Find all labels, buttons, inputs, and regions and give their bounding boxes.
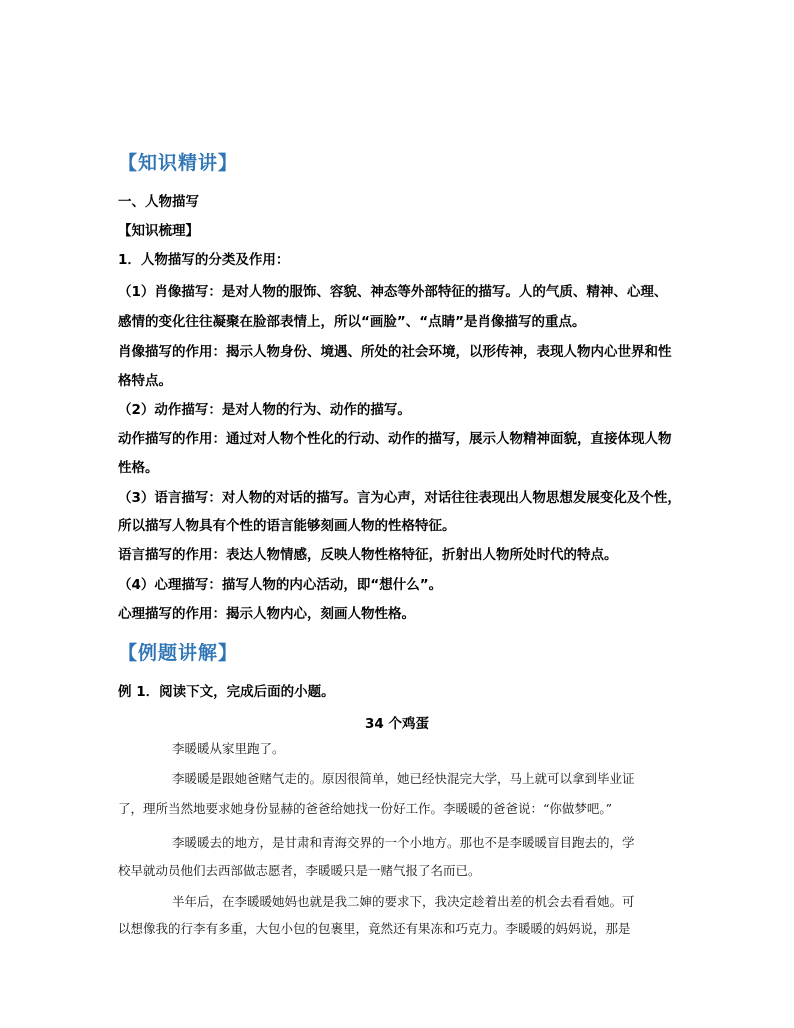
example-intro: 例 1．阅读下文，完成后面的小题。 [118,684,335,700]
section-heading-knowledge: 【知识精讲】 [118,152,239,174]
passage-line-7: 以想像我的行李有多重，大包小包的包裹里，竟然还有果冻和巧克力。李暖暖的妈妈说，那是 [118,921,631,936]
heading-character-description: 一、人物描写 [118,194,199,210]
text-line-7: 性格。 [118,460,159,476]
text-line-10: 语言描写的作用：表达人物情感，反映人物性格特征，折射出人物所处时代的特点。 [118,547,618,563]
text-line-8: （3）语言描写：对人物的对话的描写。言为心声，对话往往表现出人物思想发展变化及个性， [118,490,681,506]
passage-line-4: 李暖暖去的地方，是甘肃和青海交界的一个小地方。那也不是李暖暖盲目跑去的，学 [172,835,635,850]
text-line-4: 格特点。 [118,373,172,389]
passage-line-3: 了，理所当然地要求她身份显赫的爸爸给她找一份好工作。李暖暖的爸爸说：“你做梦吧。” [118,801,613,816]
text-line-2: 感情的变化往往凝聚在脸部表情上，所以“画脸”、“点睛”是肖像描写的重点。 [118,314,586,330]
text-line-12: 心理描写的作用：揭示人物内心，刻画人物性格。 [118,606,415,622]
passage-line-6: 半年后，在李暖暖她妈也就是我二婶的要求下，我决定趁着出差的机会去看看她。可 [172,894,635,909]
text-line-9: 所以描写人物具有个性的语言能够刻画人物的性格特征。 [118,518,456,534]
text-line-5: （2）动作描写：是对人物的行为、动作的描写。 [118,402,411,418]
passage-line-5: 校早就动员他们去西部做志愿者，李暖暖只是一赌气报了名而已。 [118,863,481,878]
item-classification: 1．人物描写的分类及作用： [118,252,290,268]
passage-title: 34 个鸡蛋 [365,716,429,732]
text-line-3: 肖像描写的作用：揭示人物身份、境遇、所处的社会环境，以形传神，表现人物内心世界和性 [118,344,672,360]
passage-line-2: 李暖暖是跟她爸赌气走的。原因很简单，她已经快混完大学，马上就可以拿到毕业证 [172,771,635,786]
text-line-6: 动作描写的作用：通过对人物个性化的行动、动作的描写，展示人物精神面貌，直接体现人物 [118,431,672,447]
text-line-11: （4）心理描写：描写人物的内心活动，即“想什么”。 [118,577,443,593]
text-line-1: （1）肖像描写：是对人物的服饰、容貌、神态等外部特征的描写。人的气质、精神、心理、 [118,284,668,300]
sub-heading-knowledge-outline: 【知识梳理】 [118,223,199,239]
passage-line-1: 李暖暖从家里跑了。 [172,741,285,756]
section-heading-example: 【例题讲解】 [118,642,239,664]
